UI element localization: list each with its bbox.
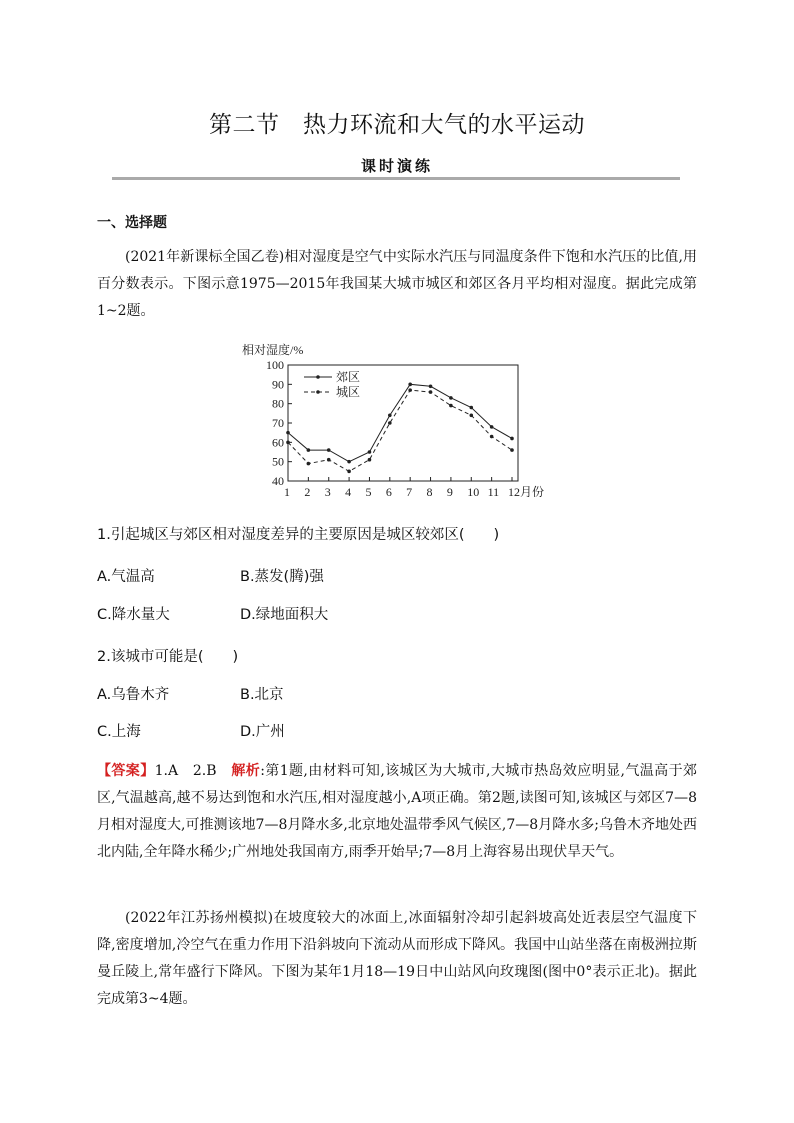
passage-1 bbox=[97, 244, 697, 325]
x-tick-label: 3 bbox=[324, 485, 331, 499]
data-point-urban bbox=[490, 435, 494, 439]
series-line-urban bbox=[288, 390, 512, 471]
data-point-suburb bbox=[429, 384, 433, 388]
x-tick-label: 2 bbox=[304, 485, 311, 499]
question-1-option-a: A.气温高 bbox=[97, 569, 155, 585]
data-point-suburb bbox=[469, 406, 473, 410]
x-tick-label: 12月份 bbox=[508, 485, 545, 499]
data-point-suburb bbox=[327, 448, 331, 452]
question-1-option-c: C.降水量大 bbox=[97, 607, 170, 623]
data-point-suburb bbox=[408, 383, 412, 387]
section-title: 一、选择题 bbox=[97, 215, 167, 231]
data-point-urban bbox=[510, 448, 514, 452]
question-2-stem: 2.该城市可能是( ) bbox=[97, 649, 239, 665]
answer-block bbox=[97, 758, 697, 866]
data-point-suburb bbox=[368, 450, 372, 454]
data-point-urban bbox=[429, 390, 433, 394]
passage-2-text: (2022年江苏扬州模拟)在坡度较大的冰面上,冰面辐射冷却引起斜坡高处近表层空气温度下降,密度增加,冷空气在重力作用下沿斜坡向下流动从而形成下降风。我国中山站坐落在南极洲拉斯曼丘陵上,常年盛行下降风。下图为某年1月18—19日中山站风向玫瑰图(图中0°表示正北)。据此完成第3~4题。 bbox=[97, 910, 697, 1007]
x-tick-label: 7 bbox=[406, 485, 413, 499]
page-subtitle: 课时演练 bbox=[360, 157, 433, 175]
question-1-option-b: B.蒸发(腾)强 bbox=[240, 569, 324, 585]
legend-marker-suburb bbox=[316, 375, 320, 379]
y-tick-label: 70 bbox=[272, 416, 284, 430]
data-point-urban bbox=[469, 413, 473, 417]
answer-analysis-text: :第1题,由材料可知,该城区为大城市,大城市热岛效应明显,气温高于郊区,气温越高,越不易达到饱和水汽压,相对湿度越小,A项正确。第2题,读图可知,该城区与郊区7—8月相对湿度大,可推测该地7—8月降水多,北京地处温带季风气候区,7—8月降水多;乌鲁木齐地处西北内陆,全年降水稀少;广州地处我国南方,雨季开始早;7—8月上海容易出现伏旱天气。 bbox=[97, 763, 697, 860]
data-point-suburb bbox=[388, 413, 392, 417]
data-point-suburb bbox=[490, 425, 494, 429]
legend-marker-urban bbox=[316, 390, 320, 394]
question-2-option-c: C.上海 bbox=[97, 724, 141, 740]
data-point-urban bbox=[368, 458, 372, 462]
question-1-stem: 1.引起城区与郊区相对湿度差异的主要原因是城区较郊区( ) bbox=[97, 527, 500, 543]
data-point-urban bbox=[388, 421, 392, 425]
legend-label-urban: 城区 bbox=[336, 385, 361, 399]
legend-label-suburb: 郊区 bbox=[336, 370, 361, 384]
header-divider bbox=[112, 177, 680, 180]
x-tick-label: 9 bbox=[446, 485, 453, 499]
x-tick-label: 5 bbox=[365, 485, 372, 499]
data-point-suburb bbox=[307, 448, 311, 452]
y-tick-label: 50 bbox=[272, 454, 284, 469]
data-point-suburb bbox=[449, 396, 453, 400]
y-tick-label: 60 bbox=[272, 435, 284, 450]
question-2-option-a: A.乌鲁木齐 bbox=[97, 687, 170, 703]
x-tick-label: 4 bbox=[345, 485, 352, 499]
data-point-suburb bbox=[347, 460, 351, 464]
x-tick-label: 8 bbox=[426, 485, 433, 499]
data-point-urban bbox=[286, 441, 290, 445]
data-point-suburb bbox=[510, 437, 514, 441]
x-tick-label: 10 bbox=[467, 485, 480, 499]
question-2-option-d: D.广州 bbox=[240, 724, 285, 740]
y-tick-label: 100 bbox=[266, 358, 284, 372]
data-point-urban bbox=[408, 388, 412, 392]
data-point-urban bbox=[327, 458, 331, 462]
data-point-urban bbox=[307, 462, 311, 466]
data-point-urban bbox=[347, 470, 351, 474]
data-point-suburb bbox=[286, 431, 290, 435]
data-point-urban bbox=[449, 404, 453, 408]
plot-frame bbox=[288, 365, 518, 481]
x-tick-label: 1 bbox=[284, 485, 290, 499]
answer-tag: 【答案】 bbox=[97, 763, 155, 779]
x-tick-label: 11 bbox=[487, 485, 500, 499]
question-2-option-b: B.北京 bbox=[240, 687, 284, 703]
passage-2 bbox=[97, 905, 697, 1013]
answer-analysis-label: 解析 bbox=[231, 763, 261, 779]
page-title: 第二节 热力环流和大气的水平运动 bbox=[209, 112, 585, 138]
passage-1-text: (2021年新课标全国乙卷)相对湿度是空气中实际水汽压与同温度条件下饱和水汽压的比值,用百分数表示。下图示意1975—2015年我国某大城市城区和郊区各月平均相对湿度。据此完成第1~2题。 bbox=[97, 249, 697, 319]
y-tick-label: 90 bbox=[272, 377, 284, 392]
humidity-line-chart bbox=[240, 338, 570, 503]
y-tick-label: 80 bbox=[272, 396, 284, 411]
y-tick-label: 40 bbox=[272, 474, 284, 488]
answer-keys: 1.A 2.B bbox=[154, 763, 232, 779]
x-tick-label: 6 bbox=[385, 485, 392, 499]
question-1-option-d: D.绿地面积大 bbox=[240, 607, 329, 623]
y-axis-label: 相对湿度/% bbox=[242, 343, 304, 357]
